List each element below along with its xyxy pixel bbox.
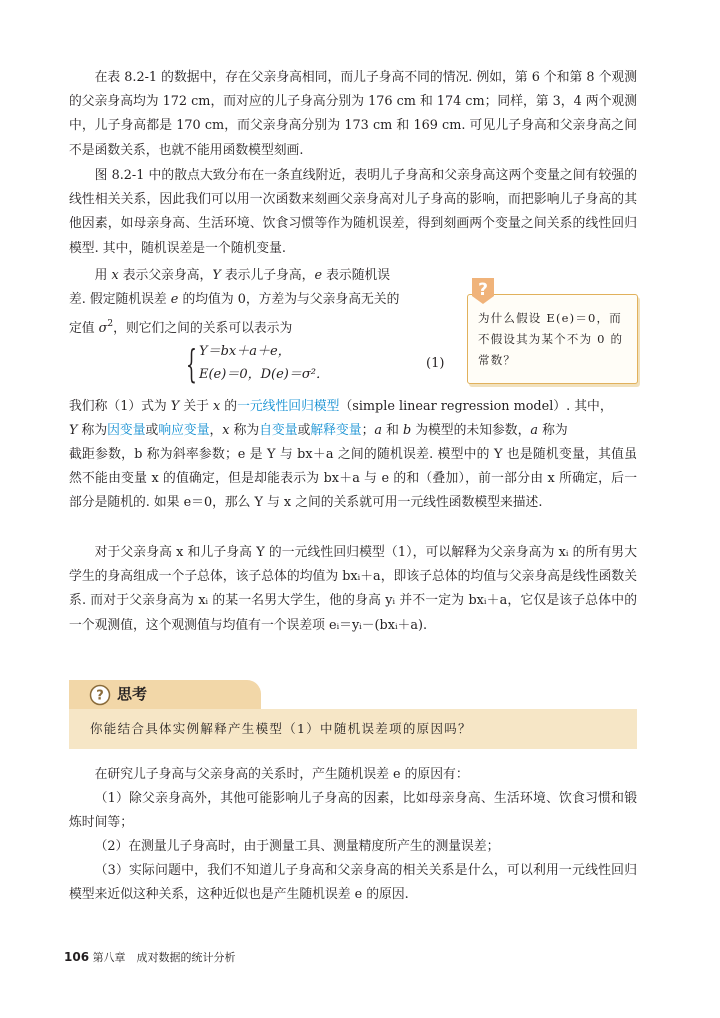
sidebar-question-text: 为什么假设 E(e)＝0，而不假设其为某个不为 0 的常数？ (478, 311, 624, 367)
think-title: 思考 (117, 685, 148, 703)
keyword-independent-variable: 自变量 (259, 423, 298, 438)
list-item-2: （2）在测量儿子身高时，由于测量工具、测量精度所产生的测量误差； (94, 839, 500, 854)
svg-text:?: ? (96, 688, 104, 704)
paragraph-4-line-1: 我们称（1）式为 Y 关于 x 的一元线性回归模型（simple linear regression model）. 其中， (69, 399, 613, 414)
left-brace: { (186, 342, 197, 386)
question-circle-icon (89, 684, 111, 706)
equation-line-2: E(e)＝0，D(e)＝σ²． (199, 367, 329, 382)
page-footer (64, 949, 236, 966)
paragraph-3-line-3: 定值 $\sigma^2$，则它们之间的关系可以表示为 (69, 319, 293, 336)
paragraph-1: 在表 8.2-1 的数据中，存在父亲身高相同，而儿子身高不同的情况. 例如，第 6 个和第 8 个观测的父亲身高均为 172 cm，而对应的儿子身高分别为 176 cm 和 174 cm；同样，第 3，4 两个观测中，儿子身高都是 170 cm，而父亲身高分别为 173 cm 和 169 cm. 可见儿子身高和父亲身高之间不是函数关系，也就不能用函数模型刻画. (69, 70, 637, 158)
keyword-simple-linear-regression: 一元线性回归模型 (237, 399, 340, 414)
list-item-3: （3）实际问题中，我们不知道儿子身高和父亲身高的相关关系是什么，可以利用一元线性回归模型来近似这种关系，这种近似也是产生随机误差 e 的原因. (69, 863, 637, 903)
paragraph-4-rest: 截距参数，b 称为斜率参数；e 是 Y 与 bx＋a 之间的随机误差. 模型中的 Y 也是随机变量，其值虽然不能由变量 x 的值确定，但是却能表示为 bx＋a 与 e 的和（叠加），前一部分由 x 所确定，后一部分是随机的. 如果 e＝0，那么 Y 与 x 之间的关系就可用一元线性函数模型来描述. (69, 447, 637, 511)
keyword-dependent-variable: 因变量 (107, 423, 146, 438)
paragraph-2: 图 8.2-1 中的散点大致分布在一条直线附近，表明儿子身高和父亲身高这两个变量之间有较强的线性相关关系，因此我们可以用一次函数来刻画父亲身高对儿子身高的影响，而把影响儿子身高的其他因素，如母亲身高、生活环境、饮食习惯等作为随机误差，得到刻画两个变量之间关系的线性回归模型. 其中，随机误差是一个随机变量. (69, 168, 637, 256)
svg-text:?: ? (478, 280, 488, 300)
paragraph-6: 在研究儿子身高与父亲身高的关系时，产生随机误差 e 的原因有： (94, 767, 469, 782)
paragraph-3-line-2: 差. 假定随机误差 e 的均值为 0，方差为与父亲身高无关的 (69, 292, 400, 307)
question-mark-icon (470, 276, 496, 306)
think-question: 你能结合具体实例解释产生模型（1）中随机误差项的原因吗？ (90, 721, 472, 736)
keyword-explanatory-variable: 解释变量 (310, 423, 362, 438)
keyword-response-variable: 响应变量 (158, 423, 210, 438)
paragraph-3: 用 x 表示父亲身高，Y 表示儿子身高，e 表示随机误 (94, 268, 391, 283)
equation-number: (1) (426, 356, 445, 371)
equation-line-1: Y＝bx＋a＋e， (199, 344, 291, 359)
paragraph-4-line-2: Y 称为因变量或响应变量，x 称为自变量或解释变量；a 和 b 为模型的未知参数，a 称为 (69, 423, 568, 438)
list-item-1: （1）除父亲身高外，其他可能影响儿子身高的因素，比如母亲身高、生活环境、饮食习惯和锻炼时间等； (69, 791, 637, 831)
paragraph-5: 对于父亲身高 x 和儿子身高 Y 的一元线性回归模型（1），可以解释为父亲身高为 xᵢ 的所有男大学生的身高组成一个子总体，该子总体的均值为 bxᵢ＋a，即该子总体的均值与父亲身高是线性函数关系. 而对于父亲身高为 xᵢ 的某一名男大学生，他的身高 yᵢ 并不一定为 bxᵢ＋a，它仅是该子总体中的一个观测值，这个观测值与均值有一个误差项 eᵢ＝yᵢ－(bxᵢ＋a). (69, 545, 637, 633)
chapter-title: 第八章 成对数据的统计分析 (92, 951, 236, 964)
page-number: 106 (64, 950, 90, 964)
